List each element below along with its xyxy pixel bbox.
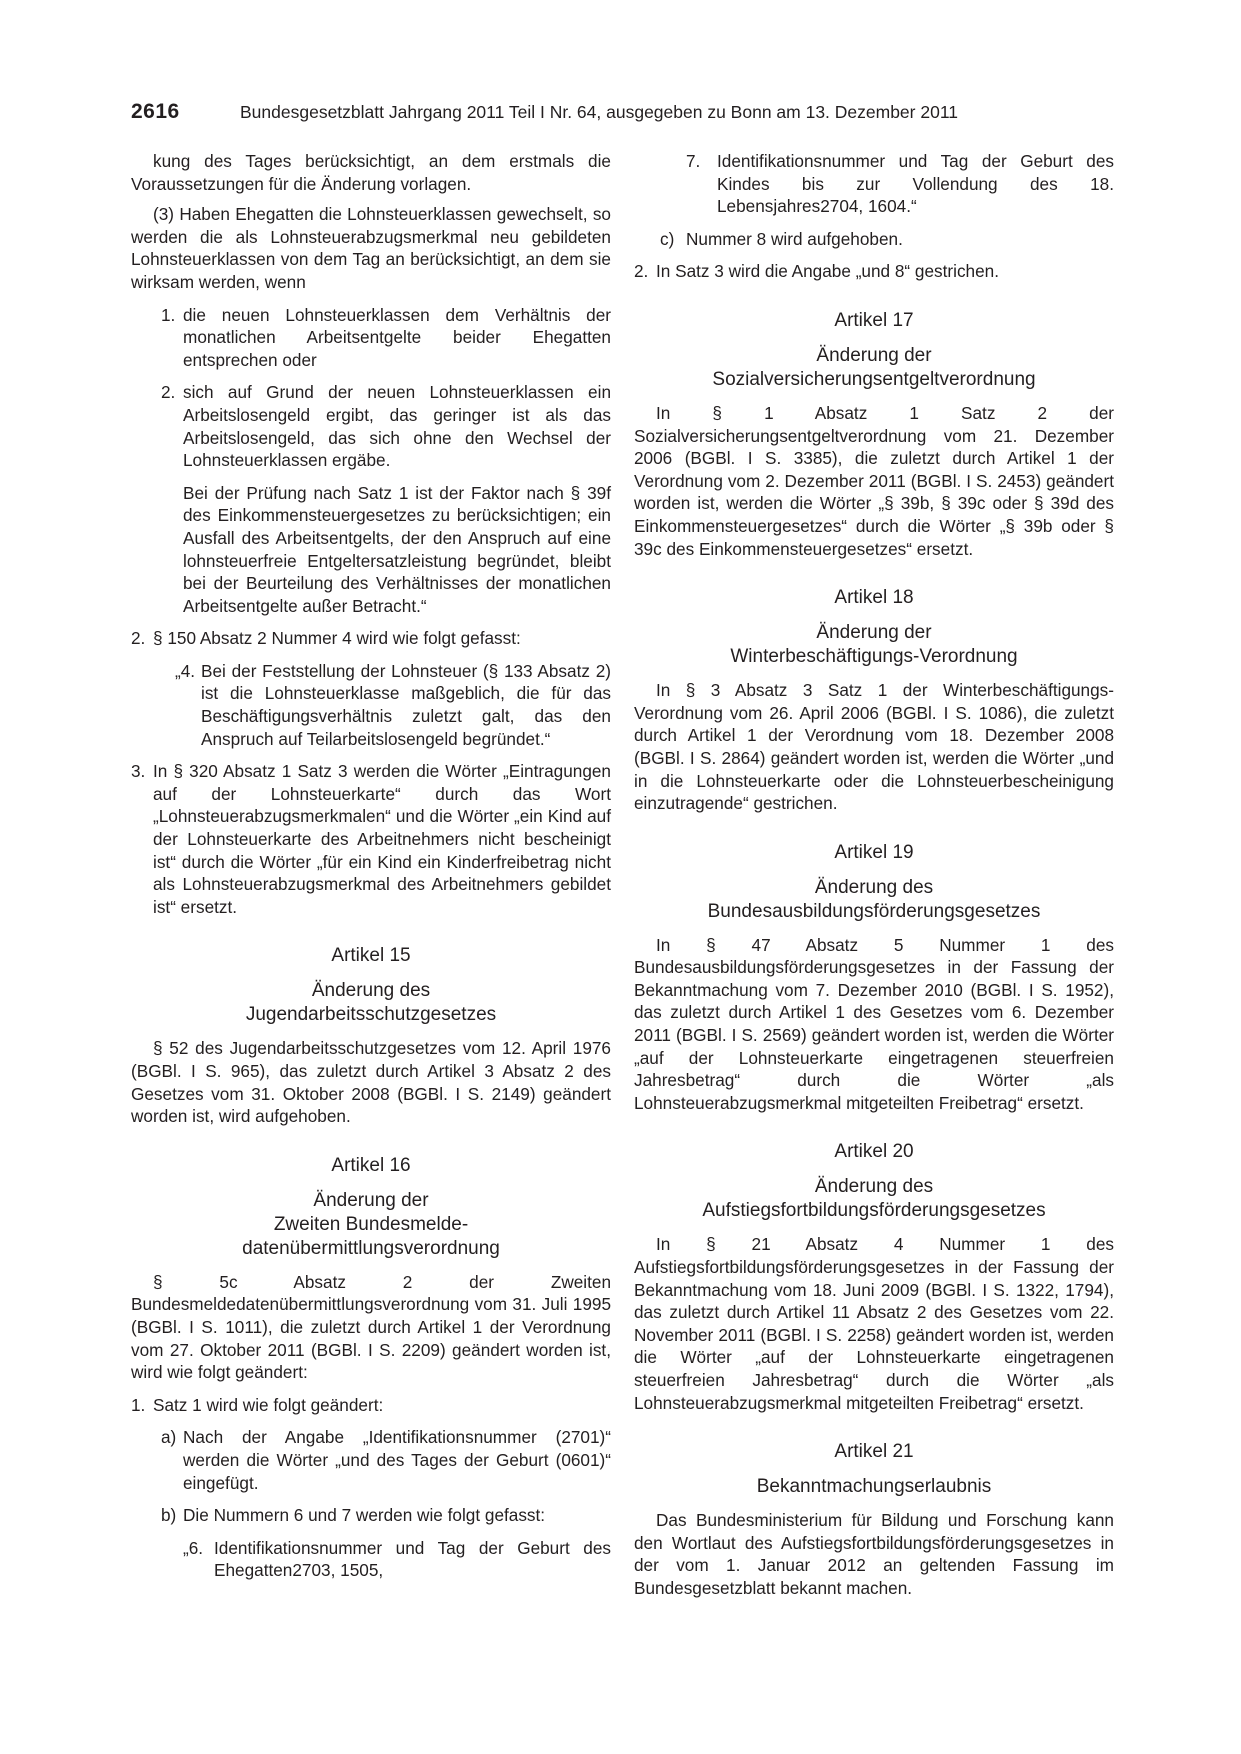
article-20-number: Artikel 20 [834, 1141, 914, 1163]
article-15-title: Änderung des Jugendarbeitsschutzgesetzes [245, 980, 497, 1026]
page-number: 2616 [131, 100, 180, 123]
article-15-number: Artikel 15 [331, 945, 411, 967]
quoted-item: „4. Bei der Feststellung der Lohnsteuer (§ 133 Absatz 2) ist die Lohnsteuerklasse maßgeblich, die für das Beschäftigungsverhältnis zuletzt galt, das den Anspruch auf Teilarbeitslosengeld begründet.“ [175, 660, 611, 749]
quoted-item-7: 7. Identifikationsnummer und Tag der Geburt des Kindes bis zur Vollendung des 18. Lebensjahres2704, 1604.“ [686, 151, 1114, 217]
article-20-title: Änderung des Aufstiegsfortbildungsförderungsgesetzes [702, 1176, 1046, 1222]
list-item-2: 2. § 150 Absatz 2 Nummer 4 wird wie folgt gefasst: [131, 628, 521, 649]
list-item-1b: b) Die Nummern 6 und 7 werden wie folgt gefasst: [161, 1505, 546, 1526]
article-19-number: Artikel 19 [834, 841, 914, 863]
list-item-3: 3. In § 320 Absatz 1 Satz 3 werden die Wörter „Eintragungen auf der Lohnsteuerkarte“ durch das Wort „Lohnsteuerabzugsmerkmalen“ und die Wörter „ein Kind auf der Lohnsteuerkarte des Arbeitnehmers nicht bescheinigt ist“ durch die Wörter „für ein Kind ein Kinderfreibetrag nicht als Lohnsteuerabzugsmerkmal des Arbeitnehmers gebildet ist“ ersetzt. [131, 761, 611, 917]
left-column [131, 150, 611, 1582]
article-18-title: Änderung der Winterbeschäftigungs-Verordnung [730, 622, 1018, 668]
list-item: 1. die neuen Lohnsteuerklassen dem Verhältnis der monatlichen Arbeitsentgelte beider Ehegatten entsprechen oder [161, 304, 611, 370]
continued-paragraph: kung des Tages berücksichtigt, an dem erstmals die Voraussetzungen für die Änderung vorlagen. [131, 151, 611, 194]
list-item-1c: c) Nummer 8 wird aufgehoben. [660, 228, 903, 249]
list-item-1a: a) Nach der Angabe „Identifikationsnummer (2701)“ werden die Wörter „und des Tages der Geburt (0601)“ eingefügt. [161, 1427, 611, 1493]
article-19-text: In § 47 Absatz 5 Nummer 1 des Bundesausbildungsförderungsgesetzes in der Fassung der Bekanntmachung vom 7. Dezember 2010 (BGBl. I S. 1952), das zuletzt durch Artikel 1 des Gesetzes vom 6. Dezember 2011 (BGBl. I S. 2569) geändert worden ist, werden die Wörter „auf der Lohnsteuerkarte eingetragenen steuerfreien Jahresbetrag“ durch die Wörter „als Lohnsteuerabzugsmerkmal mitgeteilten Freibetrag“ ersetzt. [634, 934, 1114, 1113]
list-item: 2. sich auf Grund der neuen Lohnsteuerklassen ein Arbeitslosengeld ergibt, das geringer ist als das Arbeitslosengeld, das sich ohne den Wechsel der Lohnsteuerklassen ergäbe. [161, 382, 611, 471]
article-16-text: § 5c Absatz 2 der Zweiten Bundesmeldedatenübermittlungsverordnung vom 31. Juli 1995 (BGBl. I S. 1011), die zuletzt durch Artikel 1 der Verordnung vom 27. Oktober 2011 (BGBl. I S. 2209) geändert worden ist, wird wie folgt geändert: [131, 1271, 611, 1383]
article-18-text: In § 3 Absatz 3 Satz 1 der Winterbeschäftigungs-Verordnung vom 26. April 2006 (BGBl. I S. 1086), die zuletzt durch Artikel 1 der Verordnung vom 18. Dezember 2008 (BGBl. I S. 2864) geändert worden ist, werden die Wörter „und in die Lohnsteuerkarte oder die Lohnsteuerbescheinigung einzutragende“ gestrichen. [634, 680, 1114, 814]
page-header [131, 100, 1011, 130]
article-19-title: Änderung des Bundesausbildungsförderungsgesetzes [707, 876, 1041, 922]
article-16-title: Änderung der Zweiten Bundesmelde- datenübermittlungsverordnung [242, 1189, 500, 1259]
header-title: Bundesgesetzblatt Jahrgang 2011 Teil I Nr. 64, ausgegeben zu Bonn am 13. Dezember 2011 [240, 102, 958, 122]
article-15-text: § 52 des Jugendarbeitsschutzgesetzes vom 12. April 1976 (BGBl. I S. 965), das zuletzt durch Artikel 3 Absatz 2 des Gesetzes vom 31. Oktober 2008 (BGBl. I S. 2149) geändert worden ist, wird aufgehoben. [131, 1038, 611, 1127]
article-20-text: In § 21 Absatz 4 Nummer 1 des Aufstiegsfortbildungsförderungsgesetzes in der Fassung der Bekanntmachung vom 18. Juni 2009 (BGBl. I S. 1322, 1794), das zuletzt durch Artikel 11 Absatz 2 des Gesetzes vom 22. November 2011 (BGBl. I S. 2258) geändert worden ist, werden die Wörter „auf der Lohnsteuerkarte eingetragenen steuerfreien Jahresbetrag“ durch die Wörter „als Lohnsteuerabzugsmerkmal mitgeteilten Freibetrag“ ersetzt. [634, 1234, 1114, 1413]
list-item-2: 2. In Satz 3 wird die Angabe „und 8“ gestrichen. [634, 261, 1000, 282]
article-21-number: Artikel 21 [834, 1441, 914, 1463]
right-column [634, 150, 1114, 1600]
paragraph-absatz-3: (3) Haben Ehegatten die Lohnsteuerklassen gewechselt, so werden die als Lohnsteuerabzugsmerkmal neu gebildeten Lohnsteuerklassen von dem Tag an berücksichtigt, an dem sie wirksam werden, wenn [131, 204, 611, 292]
list-item-1: 1. Satz 1 wird wie folgt geändert: [131, 1394, 384, 1415]
article-16-number: Artikel 16 [331, 1154, 411, 1176]
article-17-number: Artikel 17 [834, 309, 914, 331]
article-17-text: In § 1 Absatz 1 Satz 2 der Sozialversicherungsentgeltverordnung vom 21. Dezember 2006 (BGBl. I S. 3385), die zuletzt durch Artikel 1 der Verordnung vom 2. Dezember 2011 (BGBl. I S. 2453) geändert worden ist, werden die Wörter „§ 39b, § 39c oder § 39d des Einkommensteuergesetzes“ durch die Wörter „§ 39b oder § 39c des Einkommensteuergesetzes“ ersetzt. [634, 402, 1114, 559]
article-21-text: Das Bundesministerium für Bildung und Forschung kann den Wortlaut des Aufstiegsfortbildungsförderungsgesetzes in der vom 1. Januar 2012 an geltenden Fassung im Bundesgesetzblatt bekannt machen. [634, 1510, 1114, 1598]
quoted-item-6: „6. Identifikationsnummer und Tag der Geburt des Ehegatten2703, 1505, [183, 1537, 611, 1581]
paragraph-pruefung: Bei der Prüfung nach Satz 1 ist der Faktor nach § 39f des Einkommensteuergesetzes zu berücksichtigen; ein Ausfall des Arbeitsentgelts, der den Anspruch auf eine lohnsteuerfreie Entgeltersatzleistung begründet, bleibt bei der Beurteilung des Verhältnisses der monatlichen Arbeitsentgelte außer Betracht.“ [183, 482, 611, 616]
article-18-number: Artikel 18 [834, 587, 914, 609]
article-17-title: Änderung der Sozialversicherungsentgeltverordnung [712, 344, 1036, 390]
article-21-title: Bekanntmachungserlaubnis [756, 1476, 992, 1498]
